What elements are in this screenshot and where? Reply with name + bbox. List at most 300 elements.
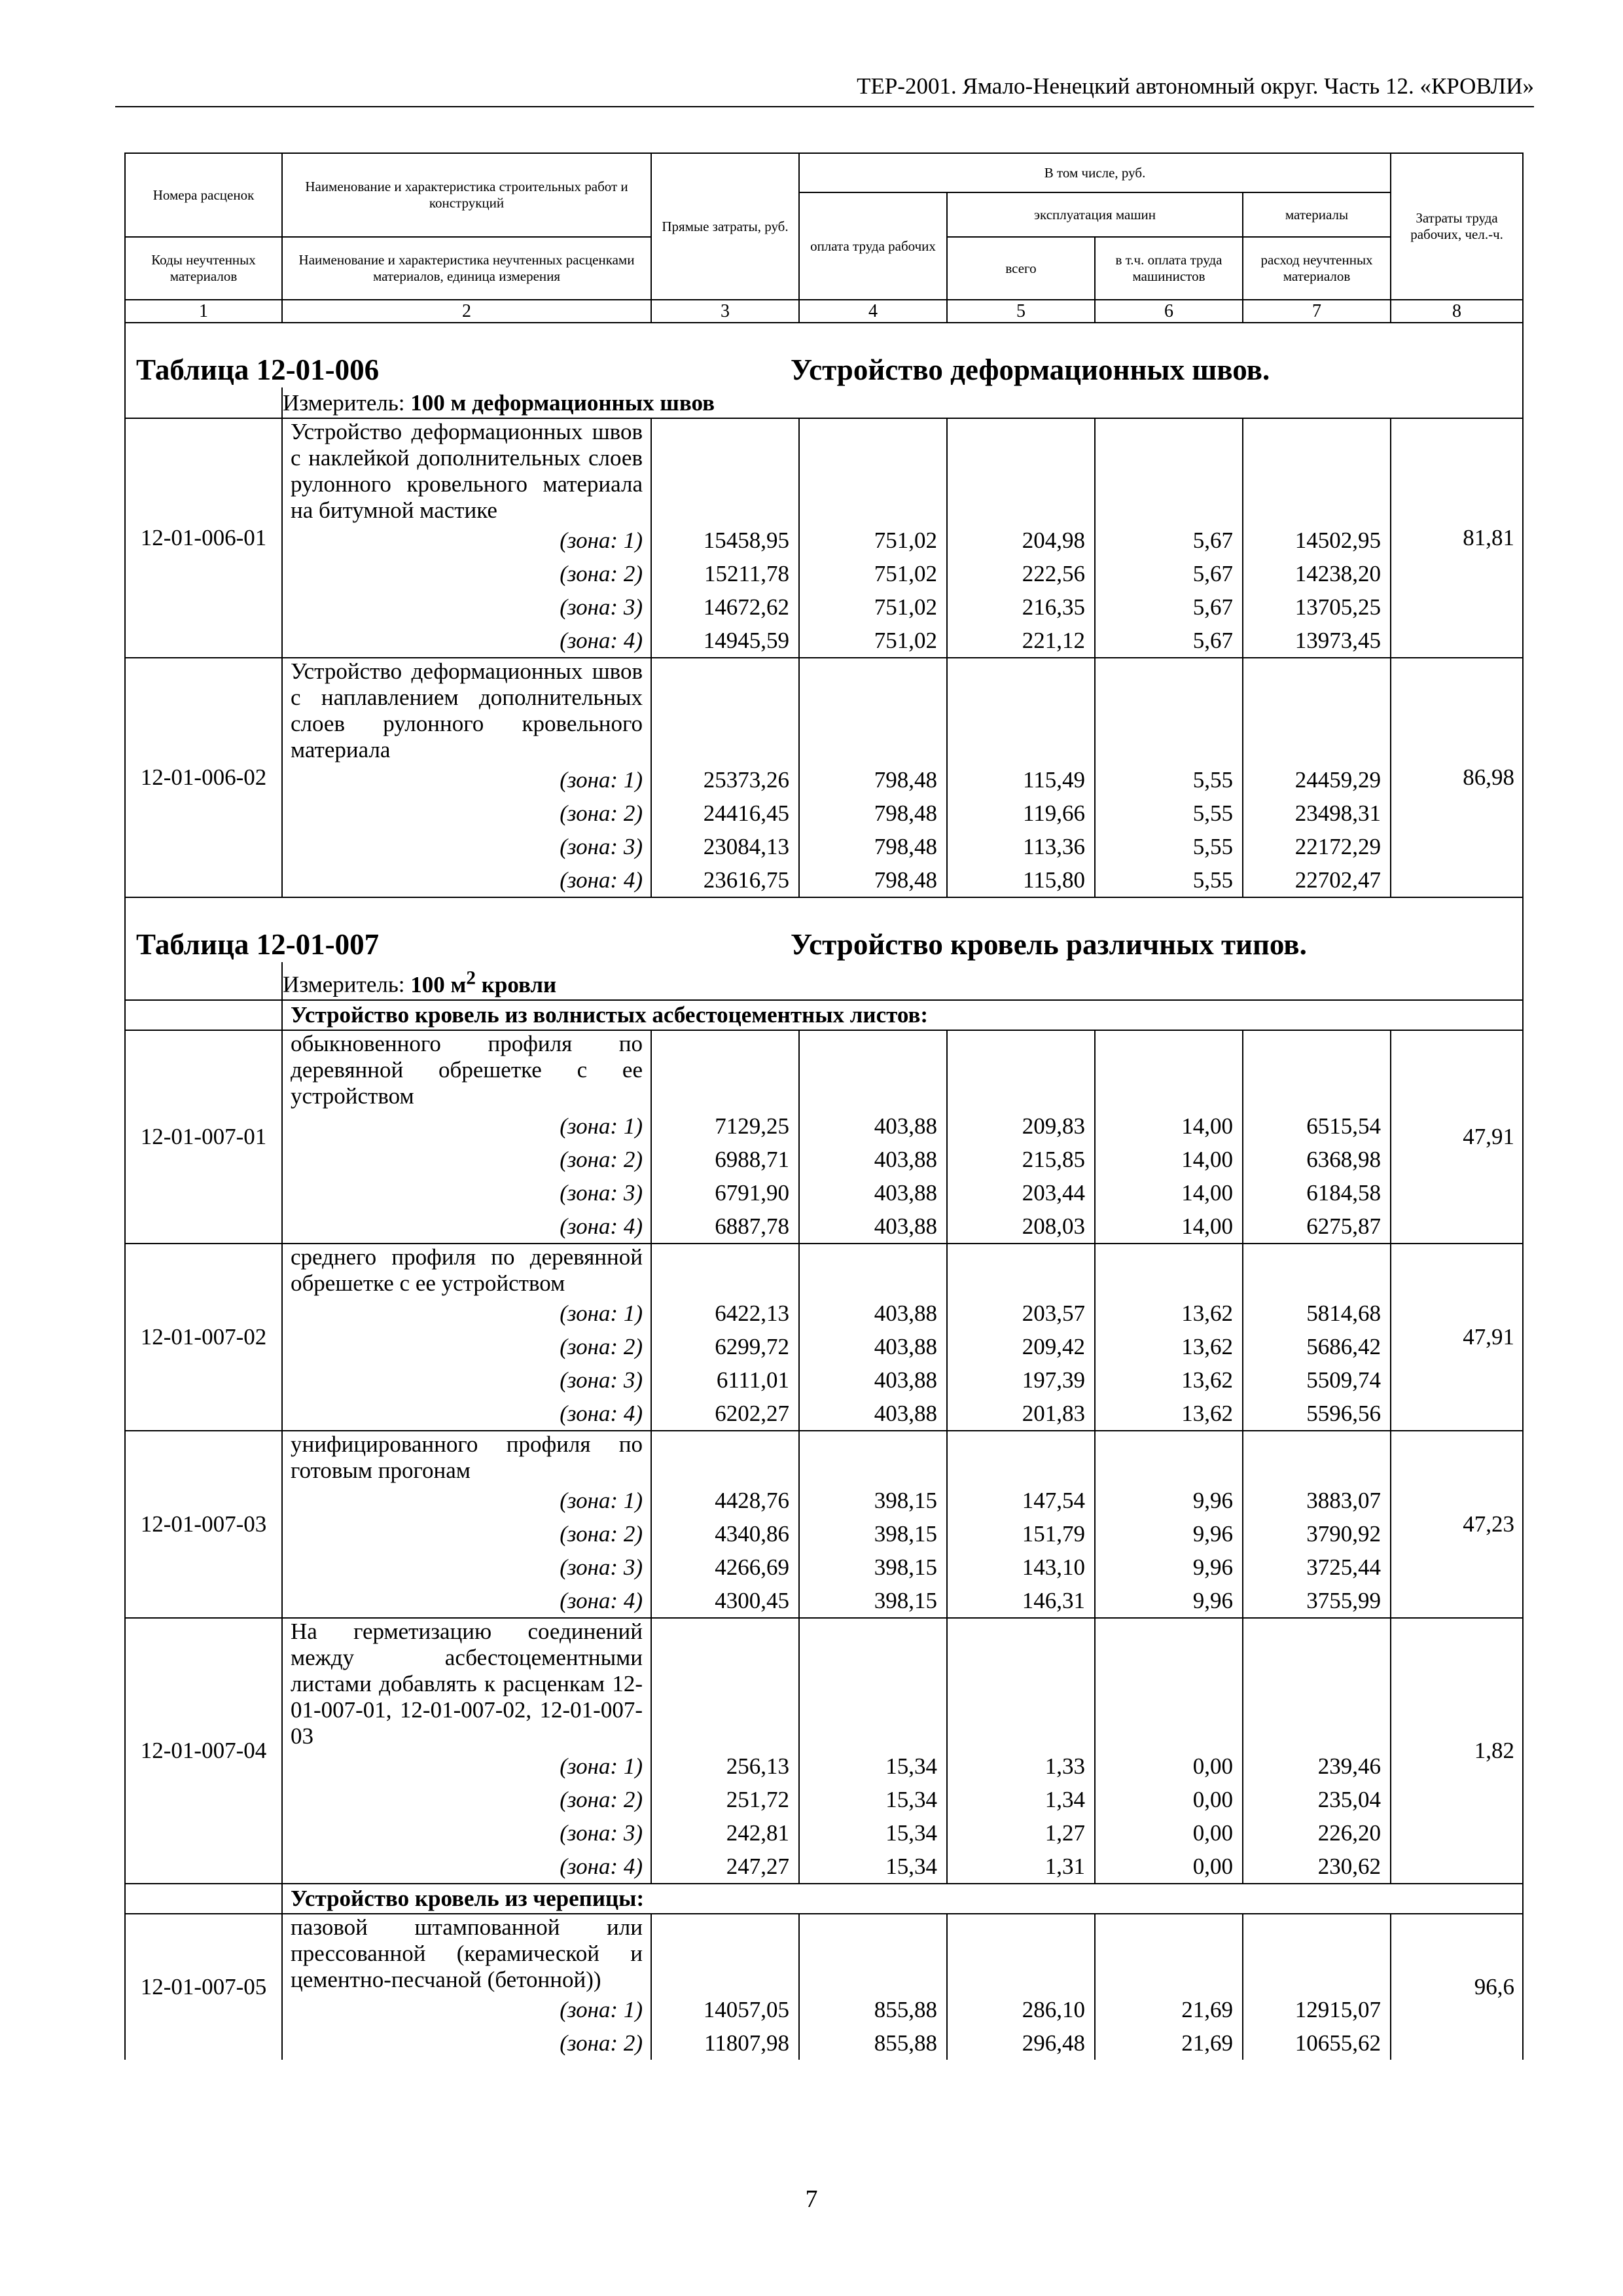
table-label: Таблица 12-01-006 <box>136 353 380 386</box>
labor-cost: 47,91 <box>1391 1244 1523 1431</box>
direct-cost-cell: 25373,26 <box>651 763 799 797</box>
direct-cost-cell: 6791,90 <box>651 1176 799 1210</box>
rate-code: 12-01-006-02 <box>125 658 282 897</box>
empty-cell <box>1095 658 1243 763</box>
rate-description: обыкновенного профиля по деревянной обрешетке с ее устройством <box>282 1030 651 1109</box>
machines-total-cell: 201,83 <box>947 1397 1095 1431</box>
wages-cell: 403,88 <box>799 1176 947 1210</box>
rate-row <box>125 1914 1523 1993</box>
empty-cell <box>1243 1030 1391 1109</box>
machines-total-cell: 286,10 <box>947 1993 1095 2026</box>
header-rule <box>115 106 1534 107</box>
materials-cell: 22702,47 <box>1243 863 1391 897</box>
machines-total-cell: 203,44 <box>947 1176 1095 1210</box>
operator-wages-cell: 9,96 <box>1095 1517 1243 1551</box>
materials-cell: 5686,42 <box>1243 1330 1391 1363</box>
wages-cell: 398,15 <box>799 1517 947 1551</box>
zone-row <box>125 624 1523 658</box>
direct-cost-cell: 247,27 <box>651 1850 799 1884</box>
wages-cell: 403,88 <box>799 1143 947 1176</box>
machines-total-cell: 216,35 <box>947 590 1095 624</box>
machines-total-cell: 113,36 <box>947 830 1095 863</box>
zone-row <box>125 1297 1523 1330</box>
labor-cost: 86,98 <box>1391 658 1523 897</box>
empty-cell <box>799 418 947 524</box>
col-header-labor-costs: Затраты труда рабочих, чел.-ч. <box>1391 153 1523 300</box>
table-label: Таблица 12-01-007 <box>136 928 380 961</box>
materials-cell: 13705,25 <box>1243 590 1391 624</box>
empty-cell <box>1095 1030 1243 1109</box>
zone-row <box>125 1363 1523 1397</box>
col-header-direct-costs: Прямые затраты, руб. <box>651 153 799 300</box>
machines-total-cell: 151,79 <box>947 1517 1095 1551</box>
zone-label: (зона: 3) <box>282 830 651 863</box>
materials-cell: 24459,29 <box>1243 763 1391 797</box>
wages-cell: 15,34 <box>799 1783 947 1816</box>
wages-cell: 398,15 <box>799 1484 947 1517</box>
zone-row <box>125 830 1523 863</box>
operator-wages-cell: 21,69 <box>1095 2026 1243 2060</box>
materials-cell: 3883,07 <box>1243 1484 1391 1517</box>
wages-cell: 403,88 <box>799 1297 947 1330</box>
wages-cell: 15,34 <box>799 1850 947 1884</box>
direct-cost-cell: 7129,25 <box>651 1109 799 1143</box>
operator-wages-cell: 5,55 <box>1095 763 1243 797</box>
rate-row <box>125 658 1523 763</box>
table-name: Устройство кровель различных типов. <box>791 928 1307 961</box>
operator-wages-cell: 0,00 <box>1095 1816 1243 1850</box>
materials-cell: 3725,44 <box>1243 1551 1391 1584</box>
empty-cell <box>1243 1914 1391 1993</box>
wages-cell: 398,15 <box>799 1584 947 1618</box>
table-title-cell <box>125 897 1523 962</box>
zone-label: (зона: 2) <box>282 1143 651 1176</box>
col-header-machines: эксплуатация машин <box>947 192 1243 237</box>
meter-cell <box>282 962 1523 1000</box>
col-number: 3 <box>651 300 799 323</box>
col-header-material-codes: Коды неучтенных материалов <box>125 237 282 300</box>
zone-row <box>125 1397 1523 1431</box>
rate-code: 12-01-007-03 <box>125 1431 282 1618</box>
zone-label: (зона: 3) <box>282 1816 651 1850</box>
table-title-row <box>125 323 1523 387</box>
empty-cell <box>799 1431 947 1484</box>
wages-cell: 403,88 <box>799 1397 947 1431</box>
zone-label: (зона: 2) <box>282 557 651 590</box>
empty-cell <box>1243 1618 1391 1749</box>
zone-label: (зона: 4) <box>282 1584 651 1618</box>
zone-row <box>125 590 1523 624</box>
direct-cost-cell: 15458,95 <box>651 524 799 557</box>
zone-row <box>125 557 1523 590</box>
col-number: 1 <box>125 300 282 323</box>
rate-code: 12-01-007-04 <box>125 1618 282 1884</box>
zone-label: (зона: 3) <box>282 590 651 624</box>
direct-cost-cell: 24416,45 <box>651 797 799 830</box>
zone-row <box>125 1749 1523 1783</box>
zone-row <box>125 763 1523 797</box>
col-header-rate-number: Номера расценок <box>125 153 282 237</box>
zone-row <box>125 1993 1523 2026</box>
subsection-row <box>125 1000 1523 1030</box>
wages-cell: 798,48 <box>799 863 947 897</box>
wages-cell: 398,15 <box>799 1551 947 1584</box>
materials-cell: 230,62 <box>1243 1850 1391 1884</box>
machines-total-cell: 215,85 <box>947 1143 1095 1176</box>
col-header-operator-wages: в т.ч. оплата труда машинистов <box>1095 237 1243 300</box>
machines-total-cell: 208,03 <box>947 1210 1095 1244</box>
materials-cell: 3790,92 <box>1243 1517 1391 1551</box>
zone-label: (зона: 1) <box>282 1993 651 2026</box>
meter-prefix: Измеритель: <box>283 971 411 997</box>
direct-cost-cell: 256,13 <box>651 1749 799 1783</box>
empty-cell <box>651 658 799 763</box>
direct-cost-cell: 14672,62 <box>651 590 799 624</box>
wages-cell: 751,02 <box>799 624 947 658</box>
machines-total-cell: 1,34 <box>947 1783 1095 1816</box>
operator-wages-cell: 9,96 <box>1095 1551 1243 1584</box>
machines-total-cell: 222,56 <box>947 557 1095 590</box>
zone-label: (зона: 1) <box>282 524 651 557</box>
operator-wages-cell: 13,62 <box>1095 1363 1243 1397</box>
running-header: ТЕР-2001. Ямало-Ненецкий автономный округ. Часть 12. «КРОВЛИ» <box>857 73 1534 99</box>
operator-wages-cell: 13,62 <box>1095 1297 1243 1330</box>
zone-row <box>125 1517 1523 1551</box>
machines-total-cell: 1,33 <box>947 1749 1095 1783</box>
machines-total-cell: 115,80 <box>947 863 1095 897</box>
operator-wages-cell: 5,55 <box>1095 863 1243 897</box>
direct-cost-cell: 251,72 <box>651 1783 799 1816</box>
col-number: 2 <box>282 300 651 323</box>
empty-cell <box>799 658 947 763</box>
machines-total-cell: 119,66 <box>947 797 1095 830</box>
operator-wages-cell: 5,67 <box>1095 524 1243 557</box>
materials-cell: 23498,31 <box>1243 797 1391 830</box>
wages-cell: 751,02 <box>799 557 947 590</box>
meter-spacer <box>125 387 282 418</box>
col-header-material-names: Наименование и характеристика неучтенных расценками материалов, единица измерения <box>282 237 651 300</box>
materials-cell: 6275,87 <box>1243 1210 1391 1244</box>
col-number: 7 <box>1243 300 1391 323</box>
machines-total-cell: 209,42 <box>947 1330 1095 1363</box>
operator-wages-cell: 0,00 <box>1095 1783 1243 1816</box>
table-header <box>125 153 1523 323</box>
zone-label: (зона: 3) <box>282 1551 651 1584</box>
meter-unit-group <box>410 967 557 997</box>
machines-total-cell: 143,10 <box>947 1551 1095 1584</box>
rate-row <box>125 418 1523 524</box>
rate-row <box>125 1244 1523 1297</box>
table-body <box>125 323 1523 2060</box>
col-header-work-name: Наименование и характеристика строительных работ и конструкций <box>282 153 651 237</box>
rate-row <box>125 1030 1523 1109</box>
direct-cost-cell: 4340,86 <box>651 1517 799 1551</box>
materials-cell: 5814,68 <box>1243 1297 1391 1330</box>
materials-cell: 14502,95 <box>1243 524 1391 557</box>
zone-label: (зона: 4) <box>282 1850 651 1884</box>
rate-code: 12-01-007-05 <box>125 1914 282 2060</box>
wages-cell: 798,48 <box>799 830 947 863</box>
direct-cost-cell: 15211,78 <box>651 557 799 590</box>
subsection-title: Устройство кровель из черепицы: <box>282 1884 1523 1914</box>
zone-label: (зона: 4) <box>282 863 651 897</box>
zone-row <box>125 1551 1523 1584</box>
materials-cell: 13973,45 <box>1243 624 1391 658</box>
machines-total-cell: 209,83 <box>947 1109 1095 1143</box>
wages-cell: 15,34 <box>799 1749 947 1783</box>
empty-cell <box>947 1244 1095 1297</box>
meter-unit-suffix: кровли <box>475 971 557 997</box>
empty-cell <box>1095 1431 1243 1484</box>
table-title-row <box>125 897 1523 962</box>
labor-cost: 47,91 <box>1391 1030 1523 1244</box>
zone-row <box>125 863 1523 897</box>
rate-row <box>125 1618 1523 1749</box>
wages-cell: 403,88 <box>799 1330 947 1363</box>
col-number: 6 <box>1095 300 1243 323</box>
rate-description: На герметизацию соединений между асбестоцементными листами добавлять к расценкам 12-01-007-01, 12-01-007-02, 12-01-007-03 <box>282 1618 651 1749</box>
empty-cell <box>1095 1618 1243 1749</box>
wages-cell: 403,88 <box>799 1363 947 1397</box>
labor-cost: 96,6 <box>1391 1914 1523 2060</box>
machines-total-cell: 146,31 <box>947 1584 1095 1618</box>
rate-row <box>125 1431 1523 1484</box>
col-number: 8 <box>1391 300 1523 323</box>
wages-cell: 751,02 <box>799 590 947 624</box>
direct-cost-cell: 6299,72 <box>651 1330 799 1363</box>
empty-cell <box>1243 1244 1391 1297</box>
table-title <box>136 927 1522 962</box>
machines-total-cell: 197,39 <box>947 1363 1095 1397</box>
direct-cost-cell: 14057,05 <box>651 1993 799 2026</box>
col-header-machines-total: всего <box>947 237 1095 300</box>
direct-cost-cell: 11807,98 <box>651 2026 799 2060</box>
direct-cost-cell: 23084,13 <box>651 830 799 863</box>
operator-wages-cell: 9,96 <box>1095 1584 1243 1618</box>
machines-total-cell: 1,31 <box>947 1850 1095 1884</box>
zone-row <box>125 2026 1523 2060</box>
operator-wages-cell: 13,62 <box>1095 1330 1243 1363</box>
direct-cost-cell: 6887,78 <box>651 1210 799 1244</box>
empty-cell <box>1095 1914 1243 1993</box>
materials-cell: 6184,58 <box>1243 1176 1391 1210</box>
labor-cost: 47,23 <box>1391 1431 1523 1618</box>
machines-total-cell: 296,48 <box>947 2026 1095 2060</box>
zone-label: (зона: 2) <box>282 1517 651 1551</box>
materials-cell: 22172,29 <box>1243 830 1391 863</box>
labor-cost: 1,82 <box>1391 1618 1523 1884</box>
empty-cell <box>1243 418 1391 524</box>
empty-cell <box>651 1431 799 1484</box>
meter-row <box>125 387 1523 418</box>
zone-row <box>125 1783 1523 1816</box>
zone-label: (зона: 3) <box>282 1176 651 1210</box>
rate-description: унифицированного профиля по готовым прогонам <box>282 1431 651 1484</box>
direct-cost-cell: 4300,45 <box>651 1584 799 1618</box>
zone-label: (зона: 4) <box>282 1397 651 1431</box>
materials-cell: 5596,56 <box>1243 1397 1391 1431</box>
zone-label: (зона: 3) <box>282 1363 651 1397</box>
zone-label: (зона: 1) <box>282 1297 651 1330</box>
zone-row <box>125 524 1523 557</box>
meter-row <box>125 962 1523 1000</box>
materials-cell: 6515,54 <box>1243 1109 1391 1143</box>
empty-cell <box>1243 1431 1391 1484</box>
zone-row <box>125 1330 1523 1363</box>
empty-cell <box>1095 1244 1243 1297</box>
machines-total-cell: 115,49 <box>947 763 1095 797</box>
empty-cell <box>1243 658 1391 763</box>
empty-cell <box>651 1914 799 1993</box>
materials-cell: 14238,20 <box>1243 557 1391 590</box>
empty-cell <box>651 1030 799 1109</box>
col-header-including: В том числе, руб. <box>799 153 1391 192</box>
wages-cell: 403,88 <box>799 1210 947 1244</box>
page-number: 7 <box>805 2185 818 2213</box>
col-number: 4 <box>799 300 947 323</box>
operator-wages-cell: 0,00 <box>1095 1850 1243 1884</box>
zone-label: (зона: 2) <box>282 1330 651 1363</box>
empty-cell <box>947 658 1095 763</box>
operator-wages-cell: 5,67 <box>1095 557 1243 590</box>
wages-cell: 15,34 <box>799 1816 947 1850</box>
empty-cell <box>947 418 1095 524</box>
materials-cell: 5509,74 <box>1243 1363 1391 1397</box>
col-header-wages: оплата труда рабочих <box>799 192 947 300</box>
operator-wages-cell: 5,67 <box>1095 624 1243 658</box>
rate-code: 12-01-006-01 <box>125 418 282 658</box>
materials-cell: 226,20 <box>1243 1816 1391 1850</box>
empty-cell <box>651 418 799 524</box>
rate-description: среднего профиля по деревянной обрешетке с ее устройством <box>282 1244 651 1297</box>
wages-cell: 798,48 <box>799 797 947 830</box>
rate-description: пазовой штампованной или прессованной (керамической и цементно-песчаной (бетонной)) <box>282 1914 651 1993</box>
operator-wages-cell: 21,69 <box>1095 1993 1243 2026</box>
machines-total-cell: 204,98 <box>947 524 1095 557</box>
operator-wages-cell: 14,00 <box>1095 1143 1243 1176</box>
meter-prefix: Измеритель: <box>283 390 411 416</box>
zone-row <box>125 1210 1523 1244</box>
table-title <box>136 352 1522 387</box>
zone-row <box>125 1850 1523 1884</box>
rate-description: Устройство деформационных швов с наплавлением дополнительных слоев рулонного кровельного материала <box>282 658 651 763</box>
wages-cell: 751,02 <box>799 524 947 557</box>
direct-cost-cell: 6111,01 <box>651 1363 799 1397</box>
operator-wages-cell: 5,67 <box>1095 590 1243 624</box>
operator-wages-cell: 0,00 <box>1095 1749 1243 1783</box>
empty-cell <box>799 1914 947 1993</box>
zone-row <box>125 1816 1523 1850</box>
empty-cell <box>651 1618 799 1749</box>
materials-cell: 10655,62 <box>1243 2026 1391 2060</box>
empty-cell <box>947 1914 1095 1993</box>
subsection-row <box>125 1884 1523 1914</box>
meter-unit: 100 м деформационных швов <box>410 390 715 416</box>
empty-cell <box>947 1030 1095 1109</box>
zone-label: (зона: 2) <box>282 797 651 830</box>
col-header-unaccounted-materials: расход неучтенных материалов <box>1243 237 1391 300</box>
zone-row <box>125 1584 1523 1618</box>
col-number: 5 <box>947 300 1095 323</box>
operator-wages-cell: 5,55 <box>1095 797 1243 830</box>
empty-cell <box>1095 418 1243 524</box>
meter-spacer <box>125 962 282 1000</box>
subsection-title: Устройство кровель из волнистых асбестоцементных листов: <box>282 1000 1523 1030</box>
zone-label: (зона: 4) <box>282 624 651 658</box>
table-title-cell <box>125 323 1523 387</box>
materials-cell: 235,04 <box>1243 1783 1391 1816</box>
machines-total-cell: 147,54 <box>947 1484 1095 1517</box>
direct-cost-cell: 6422,13 <box>651 1297 799 1330</box>
zone-row <box>125 1484 1523 1517</box>
meter-unit: 100 м <box>410 971 467 997</box>
subsection-spacer <box>125 1000 282 1030</box>
zone-label: (зона: 1) <box>282 763 651 797</box>
rate-description: Устройство деформационных швов с наклейкой дополнительных слоев рулонного кровельного материала на битумной мастике <box>282 418 651 524</box>
zone-row <box>125 797 1523 830</box>
materials-cell: 3755,99 <box>1243 1584 1391 1618</box>
zone-label: (зона: 4) <box>282 1210 651 1244</box>
rate-code: 12-01-007-01 <box>125 1030 282 1244</box>
operator-wages-cell: 9,96 <box>1095 1484 1243 1517</box>
zone-label: (зона: 1) <box>282 1484 651 1517</box>
table-name: Устройство деформационных швов. <box>791 353 1270 386</box>
meter-unit-group <box>410 390 715 416</box>
wages-cell: 798,48 <box>799 763 947 797</box>
zone-row <box>125 1109 1523 1143</box>
operator-wages-cell: 5,55 <box>1095 830 1243 863</box>
machines-total-cell: 1,27 <box>947 1816 1095 1850</box>
subsection-spacer <box>125 1884 282 1914</box>
direct-cost-cell: 14945,59 <box>651 624 799 658</box>
meter-cell <box>282 387 1523 418</box>
operator-wages-cell: 14,00 <box>1095 1210 1243 1244</box>
empty-cell <box>799 1030 947 1109</box>
machines-total-cell: 221,12 <box>947 624 1095 658</box>
empty-cell <box>651 1244 799 1297</box>
direct-cost-cell: 6202,27 <box>651 1397 799 1431</box>
operator-wages-cell: 14,00 <box>1095 1176 1243 1210</box>
zone-label: (зона: 1) <box>282 1749 651 1783</box>
labor-cost: 81,81 <box>1391 418 1523 658</box>
direct-cost-cell: 23616,75 <box>651 863 799 897</box>
meter-unit-superscript: 2 <box>466 967 476 988</box>
zone-label: (зона: 1) <box>282 1109 651 1143</box>
empty-cell <box>947 1618 1095 1749</box>
rate-code: 12-01-007-02 <box>125 1244 282 1431</box>
operator-wages-cell: 14,00 <box>1095 1109 1243 1143</box>
zone-label: (зона: 2) <box>282 1783 651 1816</box>
zone-row <box>125 1176 1523 1210</box>
wages-cell: 403,88 <box>799 1109 947 1143</box>
empty-cell <box>947 1431 1095 1484</box>
zone-row <box>125 1143 1523 1176</box>
col-header-materials: материалы <box>1243 192 1391 237</box>
machines-total-cell: 203,57 <box>947 1297 1095 1330</box>
direct-cost-cell: 242,81 <box>651 1816 799 1850</box>
operator-wages-cell: 13,62 <box>1095 1397 1243 1431</box>
price-table <box>124 152 1524 2060</box>
wages-cell: 855,88 <box>799 1993 947 2026</box>
direct-cost-cell: 6988,71 <box>651 1143 799 1176</box>
materials-cell: 239,46 <box>1243 1749 1391 1783</box>
wages-cell: 855,88 <box>799 2026 947 2060</box>
empty-cell <box>799 1244 947 1297</box>
empty-cell <box>799 1618 947 1749</box>
direct-cost-cell: 4428,76 <box>651 1484 799 1517</box>
materials-cell: 12915,07 <box>1243 1993 1391 2026</box>
materials-cell: 6368,98 <box>1243 1143 1391 1176</box>
